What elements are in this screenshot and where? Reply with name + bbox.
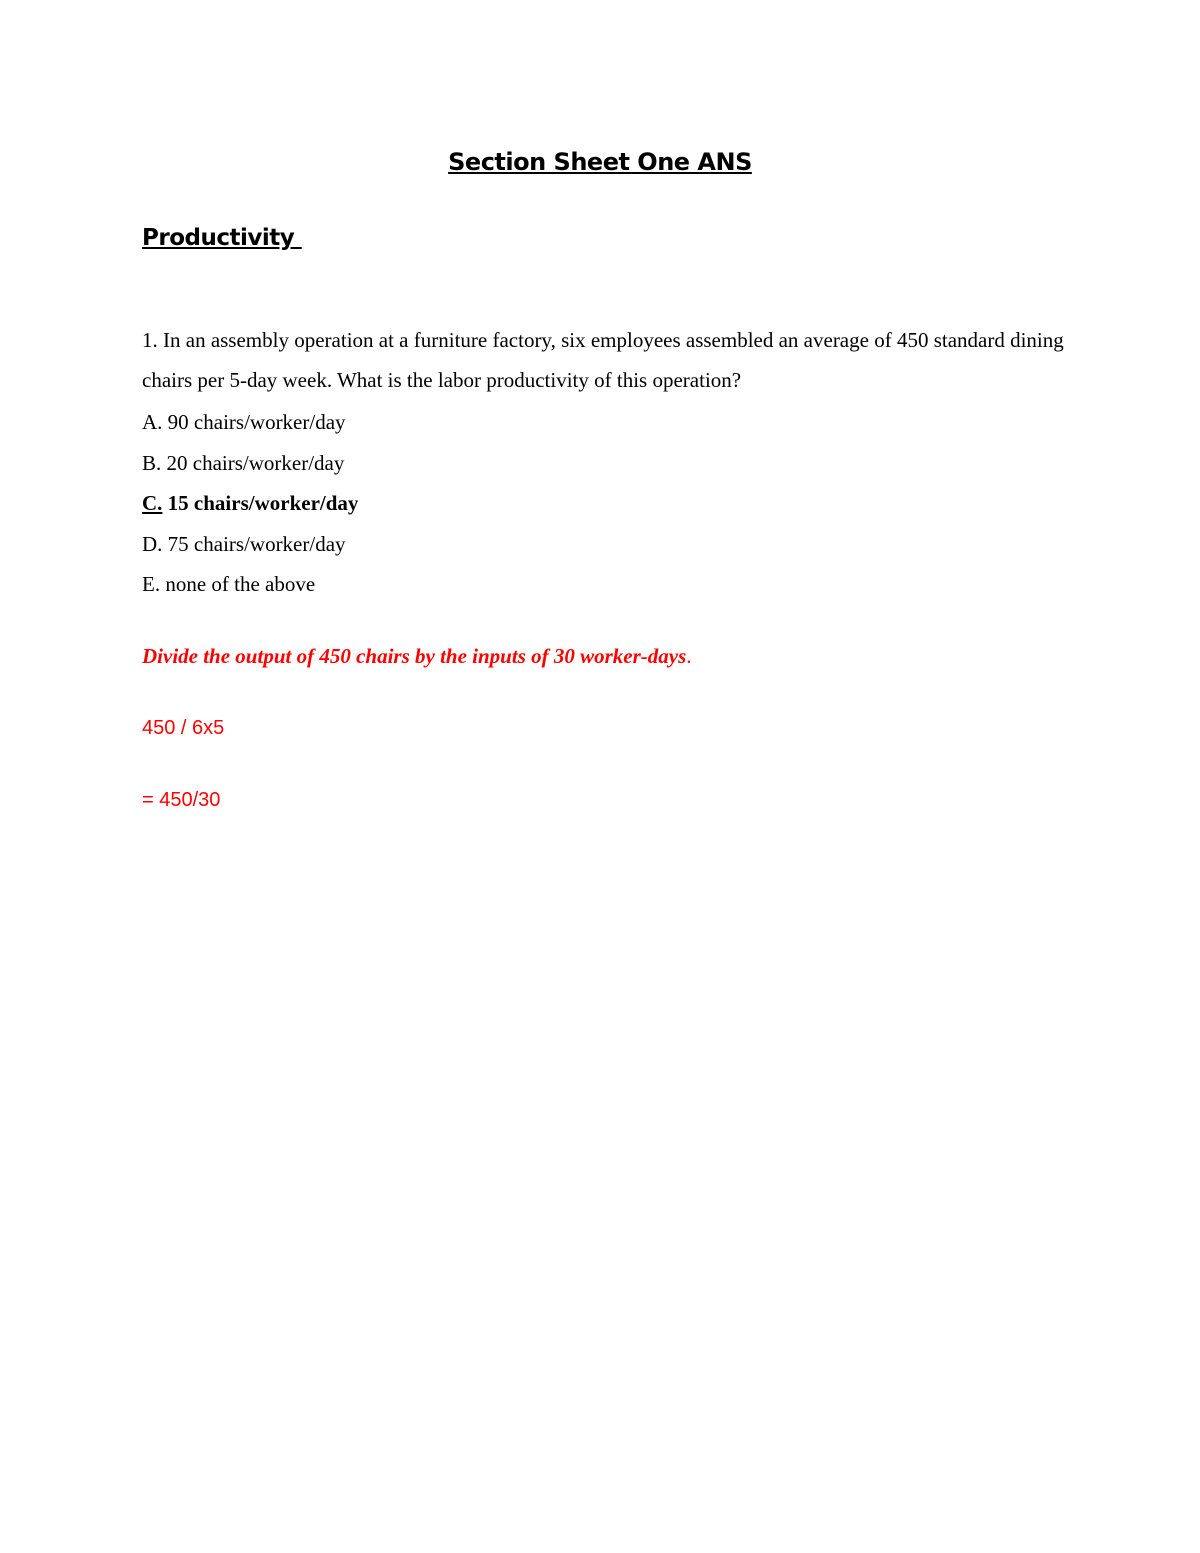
option-letter: D. <box>142 531 163 556</box>
option-text: 20 chairs/worker/day <box>166 450 345 475</box>
question-text: In an assembly operation at a furniture factory, six employees assembled an average of 450 standard dining chairs per 5-day week. What is the labor productivity of this operation? <box>142 328 1064 392</box>
explanation-text: Divide the output of 450 chairs by the inputs of 30 worker-days <box>142 644 687 668</box>
question-number: 1. <box>142 328 158 352</box>
option-letter: E. <box>142 572 161 596</box>
option-text: 75 chairs/worker/day <box>167 531 346 556</box>
option-e <box>142 564 358 605</box>
option-letter: C. <box>142 491 163 515</box>
option-b <box>142 443 358 484</box>
option-text: 15 chairs/worker/day <box>167 491 359 515</box>
calculation-step-2: = 450/30 <box>142 789 221 811</box>
explanation-period: . <box>686 644 692 668</box>
calculation-step-1: 450 / 6x5 <box>142 717 225 739</box>
answer-explanation <box>142 636 692 676</box>
option-d <box>142 524 358 565</box>
answer-options <box>142 402 358 605</box>
section-heading: Productivity <box>142 225 302 251</box>
page-title: Section Sheet One ANS <box>448 148 752 176</box>
option-text: none of the above <box>165 572 316 596</box>
option-text: 90 chairs/worker/day <box>167 410 346 434</box>
option-letter: A. <box>142 410 163 434</box>
option-a <box>142 402 358 443</box>
option-letter: B. <box>142 450 162 475</box>
option-c-correct <box>142 483 358 524</box>
question-1 <box>142 320 1072 400</box>
